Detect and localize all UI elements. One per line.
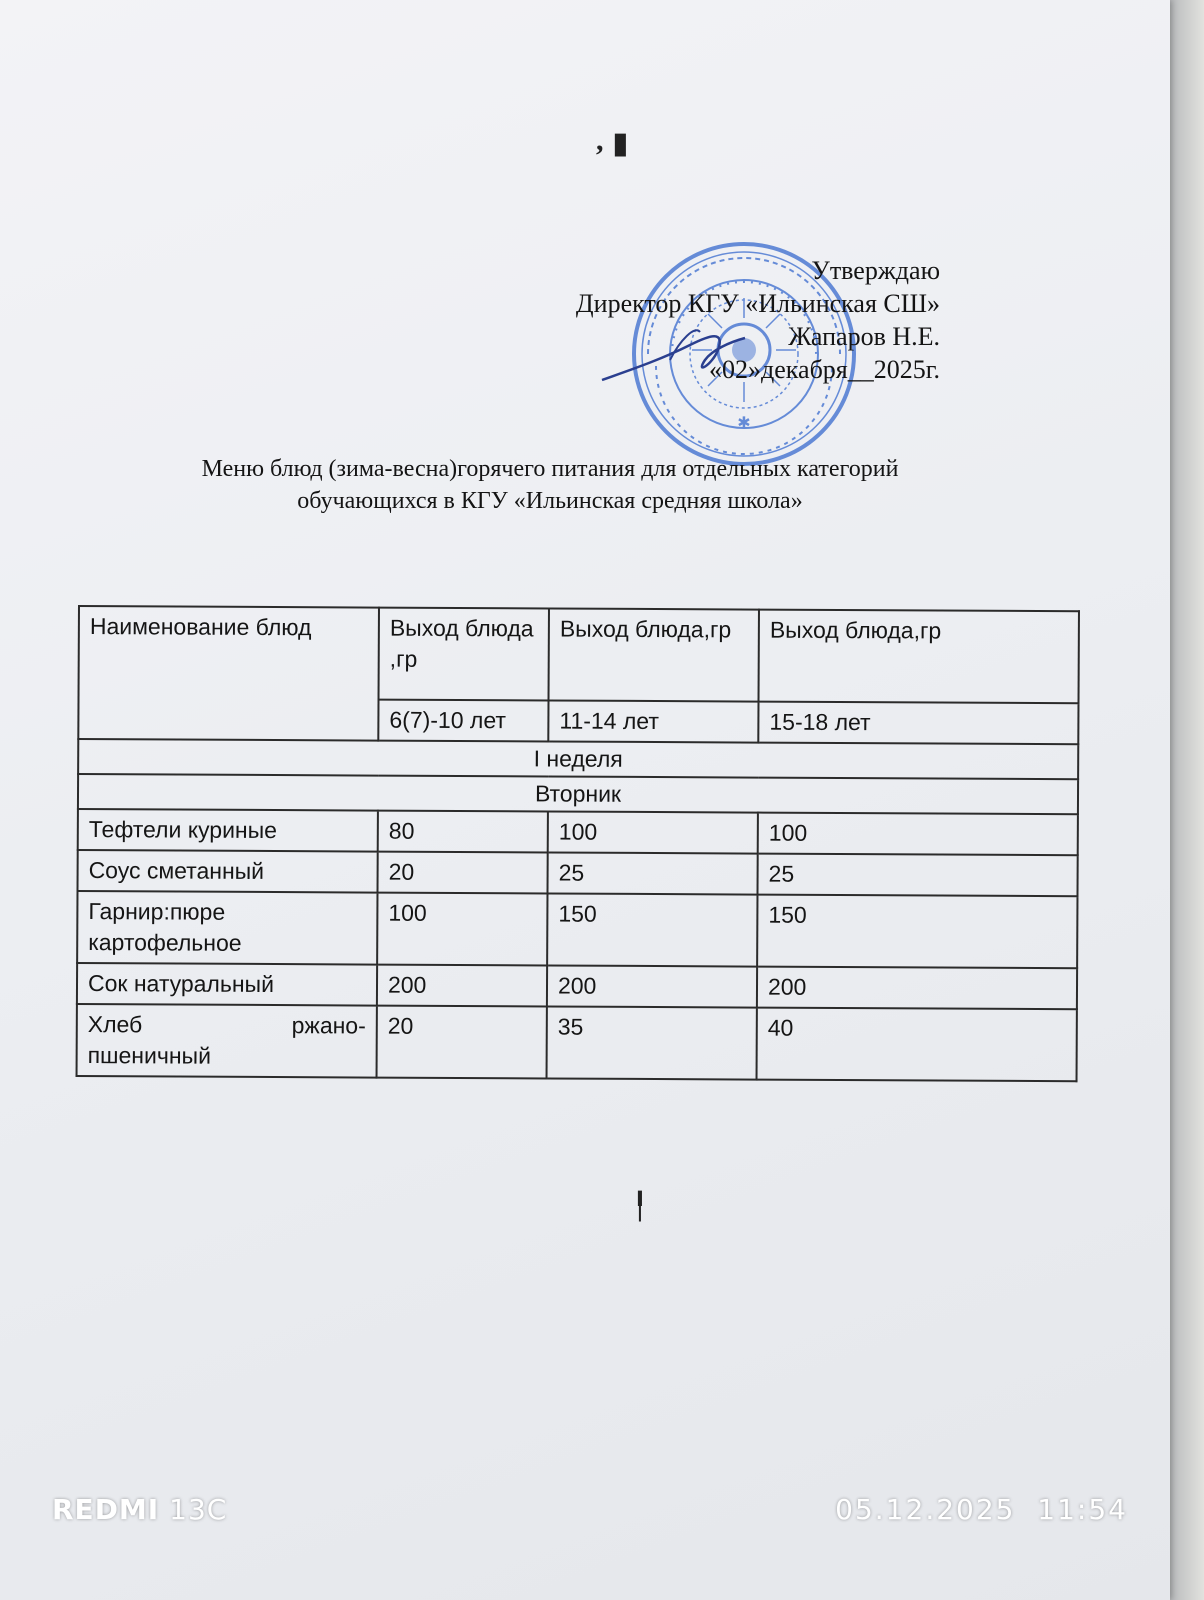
ink-mark: ╿ (632, 1192, 648, 1221)
week-label: I неделя (78, 739, 1078, 779)
yield-value: 80 (378, 811, 548, 853)
yield-value: 200 (757, 967, 1077, 1010)
dish-name: Гарнир:пюре картофельное (77, 891, 377, 965)
yield-value: 100 (377, 893, 547, 966)
camera-watermark-brand (52, 1493, 227, 1526)
camera-watermark-timestamp (835, 1493, 1128, 1526)
yield-value: 200 (377, 965, 547, 1007)
ink-mark: ▮ (612, 127, 629, 160)
camera-date: 05.12.2025 (835, 1493, 1016, 1526)
approval-name: Жапаров Н.Е. (788, 322, 940, 351)
background-edge (1170, 0, 1204, 1600)
yield-value: 200 (547, 965, 757, 1007)
svg-text:✱: ✱ (737, 415, 751, 432)
dish-name: Сок натуральный (77, 963, 377, 1006)
yield-value: 25 (757, 854, 1077, 897)
yield-value: 150 (757, 895, 1077, 969)
table-row (78, 809, 1078, 855)
week-row (78, 739, 1078, 779)
yield-value: 100 (548, 811, 758, 853)
title-line: обучающихся в КГУ «Ильинская средняя школа» (297, 488, 803, 514)
approval-block (576, 254, 940, 386)
table-header-row (79, 606, 1079, 703)
table-row (77, 963, 1077, 1009)
age-group: 11-14 лет (548, 700, 758, 742)
yield-value: 35 (547, 1006, 757, 1079)
ink-mark: , (596, 124, 604, 157)
camera-model: 13C (169, 1493, 228, 1526)
yield-value: 150 (547, 893, 757, 966)
table-row (78, 850, 1078, 896)
approval-director: Директор КГУ «Ильинская СШ» (575, 289, 940, 318)
table-row (77, 891, 1077, 968)
title-line: Меню блюд (зима-весна)горячего питания для отдельных категорий (201, 456, 899, 482)
header-yield: Выход блюда,гр (549, 608, 759, 701)
camera-brand: REDMI (52, 1493, 160, 1526)
approval-date: «02»декабря__2025г. (709, 355, 940, 384)
age-group: 6(7)-10 лет (378, 700, 548, 742)
day-row (78, 774, 1078, 814)
yield-value: 20 (377, 1006, 547, 1079)
header-dish-name: Наименование блюд (78, 606, 379, 741)
yield-value: 20 (377, 852, 547, 894)
document-title (100, 453, 1000, 517)
day-label: Вторник (78, 774, 1078, 814)
age-group: 15-18 лет (758, 702, 1078, 745)
dish-name-part: Хлеб (87, 1011, 143, 1038)
yield-value: 100 (758, 813, 1078, 856)
approval-heading: Утверждаю (811, 256, 940, 285)
camera-time: 11:54 (1037, 1493, 1128, 1526)
dish-name-part: ржано- (291, 1012, 366, 1039)
yield-value: 25 (547, 852, 757, 894)
header-yield: Выход блюда,гр (759, 610, 1079, 704)
table-row (77, 1004, 1077, 1081)
header-yield: Выход блюда ,гр (379, 608, 549, 701)
dish-name: Соус сметанный (78, 850, 378, 893)
yield-value: 40 (757, 1008, 1077, 1082)
dish-name-part: пшеничный (87, 1042, 212, 1069)
dish-name (77, 1004, 377, 1078)
dish-name: Тефтели куриные (78, 809, 378, 852)
menu-table (76, 605, 1080, 1082)
